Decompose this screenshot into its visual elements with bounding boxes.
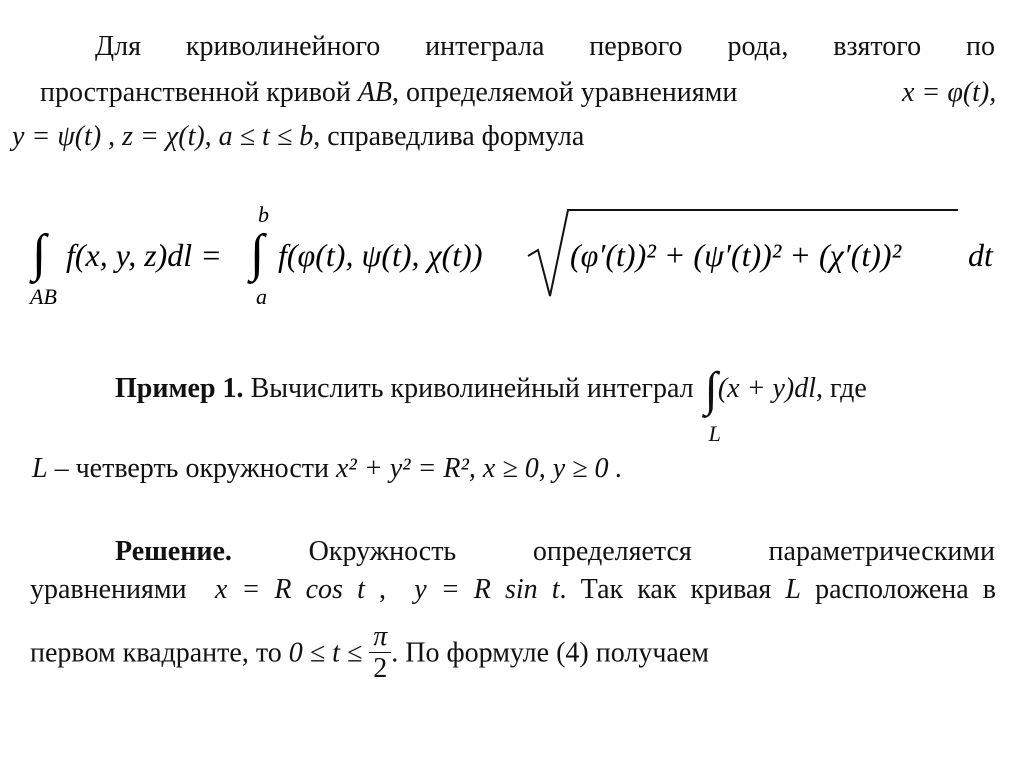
solution-text-2b: . Так как кривая — [559, 574, 772, 605]
eq-y: y = ψ(t) — [12, 121, 102, 152]
intro-text-2-tail: , определяемой уравнениями — [392, 77, 738, 108]
integral-sign-rhs: ∫ — [250, 225, 265, 282]
solution-text-1: Окружность определяется параметрическими — [308, 536, 996, 567]
frac-denominator: 2 — [373, 653, 388, 684]
example-label: Пример 1. — [115, 373, 244, 404]
intro-text-1: Для криволинейного интеграла первого рода, взятого по — [95, 31, 995, 62]
lhs-lower-limit: AB — [30, 284, 57, 309]
example-integrand: (x + y)dl — [717, 373, 816, 404]
eq-x: x = φ(t), — [902, 77, 997, 108]
rhs-upper-limit: b — [258, 202, 269, 227]
pi-over-2 — [369, 622, 391, 685]
param-eq-x: x = R cos t — [214, 574, 365, 605]
eq-z: z = χ(t), a ≤ t ≤ b — [122, 121, 314, 152]
intro-text-3-tail: , справедлива формула — [313, 121, 585, 152]
intro-line-3: y = ψ(t) , z = χ(t), a ≤ t ≤ b, справедлива формула — [12, 121, 585, 152]
solution-label: Решение. — [115, 536, 232, 567]
solution-text-3a: первом квадранте, то — [30, 637, 282, 669]
example-tail: , где — [816, 373, 867, 404]
curve-name: AB — [357, 77, 393, 108]
example-line-1 — [115, 363, 995, 446]
solution-text-3b: . По формуле (4) получаем — [391, 637, 709, 669]
param-eq-y: y = R sin t — [414, 574, 560, 605]
radicand: (φ′(t))² + (ψ′(t))² + (χ′(t))² — [570, 237, 902, 273]
example-integral — [701, 363, 816, 446]
example-integral-sign: ∫ — [704, 363, 718, 416]
solution-text-2a: уравнениями — [30, 574, 187, 605]
intro-text-2: пространственной кривой — [40, 77, 351, 108]
example-integral-limit: L — [708, 421, 721, 446]
formula-svg — [28, 200, 1008, 310]
solution-curve: L — [785, 574, 801, 605]
lhs-integrand: f(x, y, z)dl = — [66, 237, 222, 273]
solution-line-2: уравнениями x = R cos t , y = R sin t. Так как кривая L расположена в — [30, 574, 997, 605]
solution-text-2c: расположена в — [815, 574, 997, 605]
example-var-l: L — [32, 453, 48, 484]
circle-equation: x² + y² = R², x ≥ 0, y ≥ 0 . — [336, 453, 623, 484]
example-text-2: – четверть окружности — [47, 453, 336, 484]
integral-sign-lhs: ∫ — [32, 225, 47, 282]
rhs-lower-limit: a — [256, 284, 267, 309]
solution-line-1 — [115, 535, 995, 569]
intro-line-2 — [40, 76, 995, 110]
intro-line-1 — [95, 30, 995, 64]
solution-line-3 — [30, 622, 985, 685]
example-line-2 — [32, 452, 987, 486]
rhs-integrand: f(φ(t), ψ(t), χ(t)) — [278, 237, 483, 273]
differential: dt — [968, 237, 993, 273]
example-text: Вычислить криволинейный интеграл — [250, 373, 694, 404]
frac-numerator: π — [369, 622, 391, 653]
main-formula — [28, 200, 1008, 310]
inequality: 0 ≤ t ≤ — [288, 637, 363, 669]
